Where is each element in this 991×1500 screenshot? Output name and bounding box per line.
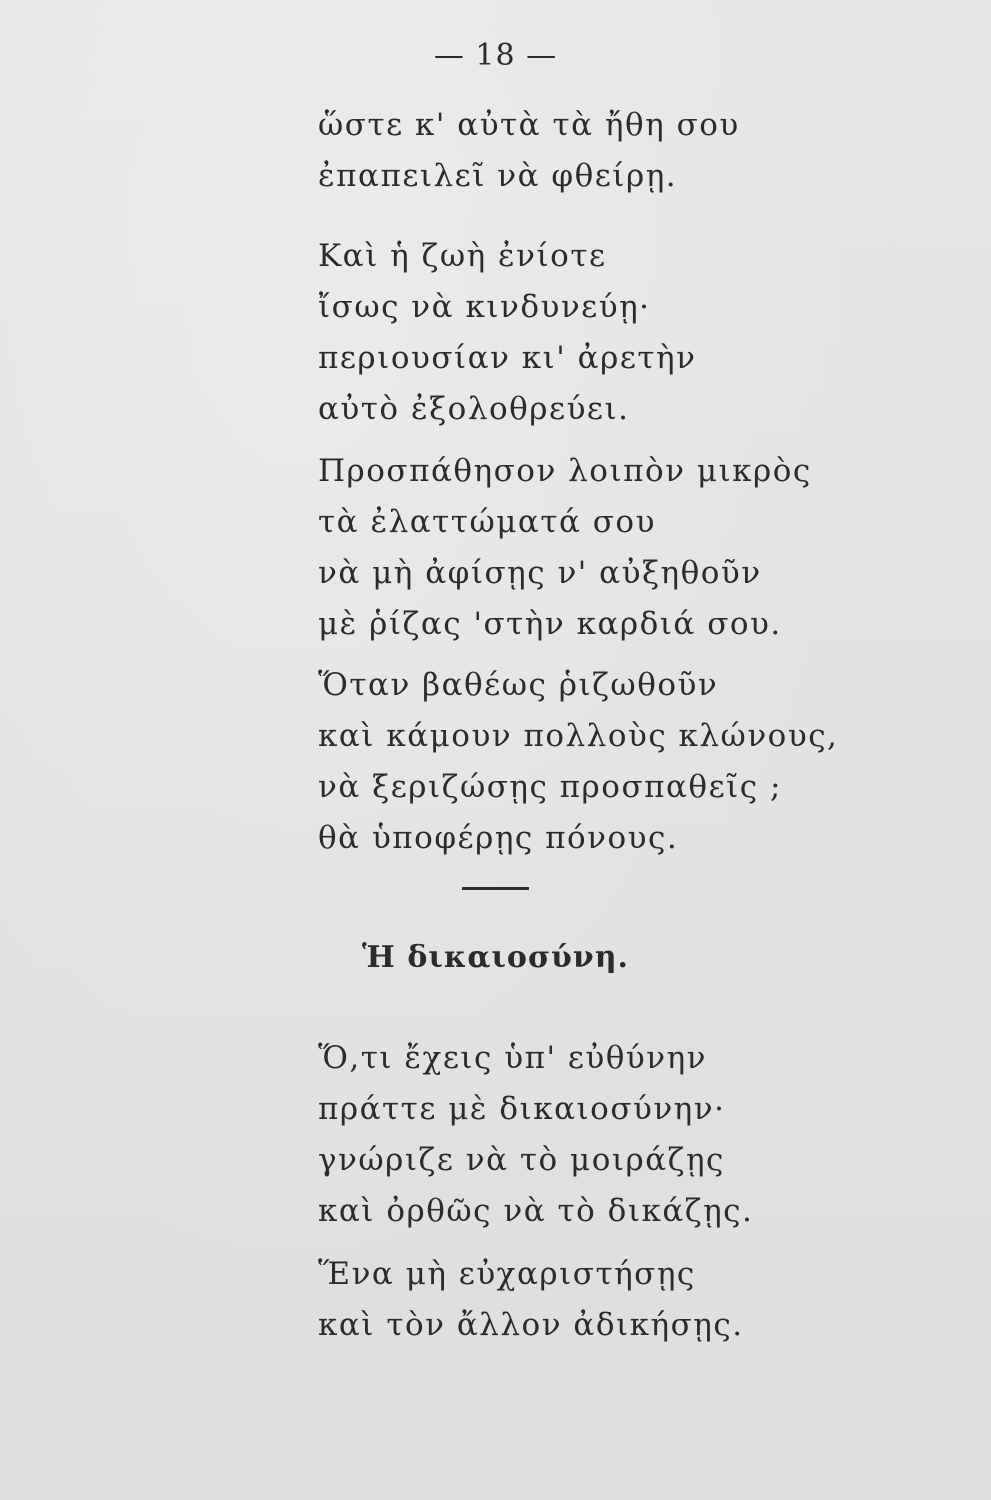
verse-line: περιουσίαν κι' ἀρετὴν [318, 340, 697, 376]
verse-line: νὰ ξεριζώσῃς προσπαθεῖς ; [318, 769, 782, 805]
section-stanza-1 [318, 1033, 838, 1237]
verse-line: Προσπάθησον λοιπὸν μικρὸς [318, 453, 812, 489]
verse-line: ἴσως νὰ κινδυνεύῃ· [318, 289, 651, 325]
page-number: — 18 — [433, 38, 558, 73]
verse-line: τὰ ἐλαττώματά σου [318, 504, 656, 540]
section-heading: Ἡ δικαιοσύνη. [362, 940, 629, 975]
stanza-3 [318, 446, 838, 650]
verse-line: πράττε μὲ δικαιοσύνην· [318, 1091, 726, 1127]
verse-line: Καὶ ἡ ζωὴ ἐνίοτε [318, 238, 607, 274]
verse-line: νὰ μὴ ἀφίσῃς ν' αὐξηθοῦν [318, 555, 762, 591]
verse-line: Ὅ,τι ἔχεις ὑπ' εὐθύνην [318, 1040, 708, 1076]
verse-line: καὶ κάμουν πολλοὺς κλώνους, [318, 718, 839, 754]
verse-line: Ὅταν βαθέως ῥιζωθοῦν [318, 667, 719, 703]
verse-line: καὶ ὀρθῶς νὰ τὸ δικάζῃς. [318, 1193, 754, 1229]
section-divider [462, 887, 529, 890]
stanza-2 [318, 231, 838, 435]
verse-line: Ἕνα μὴ εὐχαριστήσῃς [318, 1256, 696, 1292]
verse-line: ἐπαπειλεῖ νὰ φθείρῃ. [318, 158, 678, 194]
stanza-4 [318, 660, 838, 864]
verse-line: γνώριζε νὰ τὸ μοιράζῃς [318, 1142, 725, 1178]
verse-line: αὐτὸ ἐξολοθρεύει. [318, 391, 630, 427]
verse-line: μὲ ῥίζας 'στὴν καρδιά σου. [318, 606, 782, 642]
stanza-1 [318, 100, 838, 202]
section-stanza-2 [318, 1249, 838, 1351]
verse-line: καὶ τὸν ἄλλον ἀδικήσῃς. [318, 1307, 744, 1343]
verse-line: θὰ ὑποφέρῃς πόνους. [318, 820, 679, 856]
verse-line: ὥστε κ' αὐτὰ τὰ ἤθη σου [318, 107, 740, 143]
